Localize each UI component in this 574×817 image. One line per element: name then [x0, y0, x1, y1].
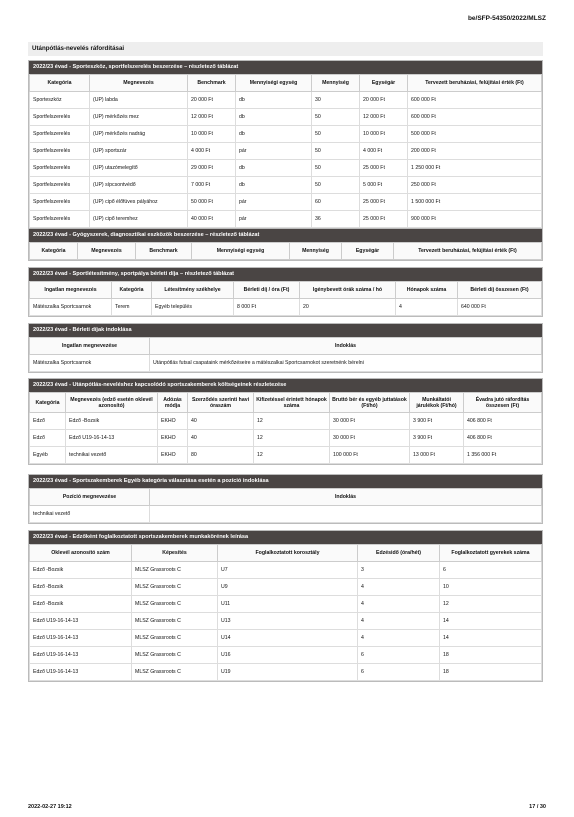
table-cell: 18 — [440, 647, 542, 664]
column-header: Megnevezés — [78, 243, 136, 260]
table-cell: 14 — [440, 630, 542, 647]
table-row — [30, 413, 542, 430]
table-row — [30, 355, 542, 372]
column-header: Képesítés — [132, 545, 218, 562]
table-cell: 406 800 Ft — [464, 413, 542, 430]
column-header: Évadra jutó ráfordítás összesen (Ft) — [464, 393, 542, 413]
column-header: Kategória — [112, 282, 152, 299]
medical-table — [29, 242, 542, 260]
column-header: Bruttó bér és egyéb juttatások (Ft/hó) — [330, 393, 410, 413]
rental-table — [29, 281, 542, 316]
table-cell: Edző -Bozsik — [30, 579, 132, 596]
table-row — [30, 613, 542, 630]
table-cell: 12 — [254, 430, 330, 447]
equipment-table-title: 2022/23 évad - Sporteszköz, sportfelszerelés beszerzése – részletező táblázat — [29, 61, 542, 74]
table-row — [30, 194, 542, 211]
column-header: Bérleti díj összesen (Ft) — [458, 282, 542, 299]
position-justification-block — [28, 474, 543, 524]
table-cell: 1 250 000 Ft — [408, 160, 542, 177]
table-cell: 20 000 Ft — [360, 92, 408, 109]
table-cell: pár — [236, 194, 312, 211]
column-header: Benchmark — [188, 75, 236, 92]
table-cell: 6 — [440, 562, 542, 579]
column-header: Benchmark — [136, 243, 192, 260]
table-cell: Sportfelszerelés — [30, 177, 90, 194]
table-cell: 3 — [358, 562, 440, 579]
column-header: Szerződés szerinti havi óraszám — [188, 393, 254, 413]
table-cell: 50 — [312, 126, 360, 143]
table-row — [30, 647, 542, 664]
position-justification-title: 2022/23 évad - Sportszakemberek Egyéb kategória választása esetén a pozíció indoklása — [29, 475, 542, 488]
rental-table-title: 2022/23 évad - Sportlétesítmény, sportpálya bérleti díja – részletező táblázat — [29, 268, 542, 281]
table-cell: 20 000 Ft — [188, 92, 236, 109]
table-cell: pár — [236, 211, 312, 228]
table-cell: 50 — [312, 109, 360, 126]
column-header: Indoklás — [150, 489, 542, 506]
table-cell: 4 — [358, 579, 440, 596]
table-cell: 60 — [312, 194, 360, 211]
table-cell: 40 — [188, 430, 254, 447]
table-cell: MLSZ Grassroots C — [132, 647, 218, 664]
table-cell: U11 — [218, 596, 358, 613]
table-cell: 14 — [440, 613, 542, 630]
table-cell: 8 000 Ft — [234, 299, 300, 316]
table-cell: 4 — [396, 299, 458, 316]
table-row — [30, 177, 542, 194]
table-cell: 4 — [358, 596, 440, 613]
table-cell: 4 — [358, 630, 440, 647]
column-header: Egységár — [342, 243, 394, 260]
column-header: Egységár — [360, 75, 408, 92]
table-cell: 10 000 Ft — [188, 126, 236, 143]
column-header: Megnevezés — [90, 75, 188, 92]
table-cell: 1 500 000 Ft — [408, 194, 542, 211]
column-header: Megnevezés (edző esetén oklevél azonosító) — [66, 393, 158, 413]
column-header: Létesítmény székhelye — [152, 282, 234, 299]
table-cell: 100 000 Ft — [330, 447, 410, 464]
column-header: Tervezett beruházási, felújítási érték (Ft) — [408, 75, 542, 92]
table-cell: 640 000 Ft — [458, 299, 542, 316]
table-cell: U14 — [218, 630, 358, 647]
table-cell: 406 800 Ft — [464, 430, 542, 447]
table-cell: Sportfelszerelés — [30, 160, 90, 177]
table-cell: 18 — [440, 664, 542, 681]
column-header: Foglalkoztatott gyerekek száma — [440, 545, 542, 562]
table-cell: (UP) utazómelegítő — [90, 160, 188, 177]
table-cell: 50 — [312, 143, 360, 160]
table-row — [30, 579, 542, 596]
document-code: be/SFP-54350/2022/MLSZ — [467, 15, 546, 22]
table-row — [30, 160, 542, 177]
column-header: Ingatlan megnevezése — [30, 338, 150, 355]
table-cell: Edző -Bozsik — [66, 413, 158, 430]
table-cell: 30 — [312, 92, 360, 109]
staff-cost-title: 2022/23 évad - Utánpótlás-neveléshez kapcsolódó sportszakemberek költségeinek részletezése — [29, 379, 542, 392]
table-cell: technikai vezető — [66, 447, 158, 464]
rental-justification-title: 2022/23 évad - Bérleti díjak indoklása — [29, 324, 542, 337]
table-cell: 30 000 Ft — [330, 430, 410, 447]
column-header: Kategória — [30, 393, 66, 413]
equipment-table-block — [28, 60, 543, 229]
column-header: Munkáltatói járulékok (Ft/hó) — [410, 393, 464, 413]
table-row — [30, 109, 542, 126]
table-cell: Edző -Bozsik — [30, 596, 132, 613]
coach-roles-block — [28, 530, 543, 682]
table-cell: 7 000 Ft — [188, 177, 236, 194]
table-row — [30, 430, 542, 447]
table-cell: Sportfelszerelés — [30, 194, 90, 211]
table-row — [30, 447, 542, 464]
table-cell: Sportfelszerelés — [30, 109, 90, 126]
medical-table-title: 2022/23 évad - Gyógyszerek, diagnosztikai eszközök beszerzése – részletező táblázat — [29, 229, 542, 242]
table-cell: Edző U19-16-14-13 — [30, 613, 132, 630]
column-header: Mennyiség — [312, 75, 360, 92]
table-cell: (UP) cipő élőfüves pályához — [90, 194, 188, 211]
table-row — [30, 299, 542, 316]
column-header: Kategória — [30, 75, 90, 92]
position-justification-table — [29, 488, 542, 523]
column-header: Mennyiségi egység — [192, 243, 290, 260]
table-cell: db — [236, 126, 312, 143]
table-cell: Edző -Bozsik — [30, 562, 132, 579]
table-cell: U13 — [218, 613, 358, 630]
table-cell: 10 — [440, 579, 542, 596]
footer-page-number: 17 / 30 — [529, 804, 546, 810]
table-cell: U16 — [218, 647, 358, 664]
table-cell: Egyéb település — [152, 299, 234, 316]
footer-timestamp: 2022-02-27 19:12 — [28, 804, 72, 810]
column-header: Adózás módja — [158, 393, 188, 413]
table-cell: 12 — [254, 413, 330, 430]
table-cell: 20 — [300, 299, 396, 316]
table-cell: Mátészalka Sportcsarnok — [30, 299, 112, 316]
table-row — [30, 562, 542, 579]
table-cell: U19 — [218, 664, 358, 681]
table-row — [30, 596, 542, 613]
table-cell: Edző U19-16-14-13 — [30, 647, 132, 664]
table-cell: 10 000 Ft — [360, 126, 408, 143]
table-cell: 900 000 Ft — [408, 211, 542, 228]
table-cell: Egyéb — [30, 447, 66, 464]
table-cell: 12 — [254, 447, 330, 464]
table-cell: db — [236, 92, 312, 109]
table-cell: Edző — [30, 430, 66, 447]
table-cell: EKHO — [158, 447, 188, 464]
table-row — [30, 664, 542, 681]
table-cell: (UP) cipő teremhez — [90, 211, 188, 228]
table-cell: Sportfelszerelés — [30, 143, 90, 160]
column-header: Mennyiség — [290, 243, 342, 260]
table-cell: 4 — [358, 613, 440, 630]
section-title: Utánpótlás-nevelés ráfordításai — [28, 42, 543, 56]
table-cell: MLSZ Grassroots C — [132, 613, 218, 630]
table-cell: 3 900 Ft — [410, 413, 464, 430]
table-cell: 12 — [440, 596, 542, 613]
table-cell: 3 900 Ft — [410, 430, 464, 447]
table-cell: Sportfelszerelés — [30, 126, 90, 143]
column-header: Pozíció megnevezése — [30, 489, 150, 506]
column-header: Kifizetéssel érintett hónapok száma — [254, 393, 330, 413]
table-cell: 40 — [188, 413, 254, 430]
table-row — [30, 126, 542, 143]
column-header: Mennyiségi egység — [236, 75, 312, 92]
column-header: Oklevél azonosító szám — [30, 545, 132, 562]
staff-cost-table — [29, 392, 542, 464]
column-header: Hónapok száma — [396, 282, 458, 299]
table-cell: U7 — [218, 562, 358, 579]
table-cell: Sporteszköz — [30, 92, 90, 109]
coach-roles-title: 2022/23 évad - Edzőként foglalkoztatott sportszakemberek munkakörének leírása — [29, 531, 542, 544]
table-row — [30, 506, 542, 523]
table-cell: 50 — [312, 160, 360, 177]
table-cell: db — [236, 160, 312, 177]
table-row — [30, 92, 542, 109]
table-cell: 25 000 Ft — [360, 211, 408, 228]
table-cell: 30 000 Ft — [330, 413, 410, 430]
table-cell: EKHO — [158, 413, 188, 430]
table-cell: MLSZ Grassroots C — [132, 596, 218, 613]
table-cell: 40 000 Ft — [188, 211, 236, 228]
column-header: Tervezett beruházási, felújítási érték (Ft) — [394, 243, 542, 260]
table-cell: 500 000 Ft — [408, 126, 542, 143]
column-header: Edzésidő (óra/hét) — [358, 545, 440, 562]
column-header: Indoklás — [150, 338, 542, 355]
table-cell: (UP) sportszár — [90, 143, 188, 160]
column-header: Foglalkoztatott korosztály — [218, 545, 358, 562]
table-cell: technikai vezető — [30, 506, 150, 523]
column-header: Ingatlan megnevezés — [30, 282, 112, 299]
table-cell: 6 — [358, 647, 440, 664]
table-cell: EKHO — [158, 430, 188, 447]
column-header: Bérleti díj / óra (Ft) — [234, 282, 300, 299]
table-cell: 600 000 Ft — [408, 109, 542, 126]
table-row — [30, 143, 542, 160]
table-cell: Edző U19-16-14-13 — [30, 664, 132, 681]
table-cell: Terem — [112, 299, 152, 316]
table-cell: U9 — [218, 579, 358, 596]
table-cell: 200 000 Ft — [408, 143, 542, 160]
table-cell: Edző — [30, 413, 66, 430]
table-cell: 5 000 Ft — [360, 177, 408, 194]
table-cell: Sportfelszerelés — [30, 211, 90, 228]
table-cell: Mátészalka Sportcsarnok — [30, 355, 150, 372]
table-cell: 36 — [312, 211, 360, 228]
rental-justification-block — [28, 323, 543, 373]
medical-table-block — [28, 228, 543, 261]
rental-table-block — [28, 267, 543, 317]
table-cell: 25 000 Ft — [360, 160, 408, 177]
table-cell: (UP) mérkőzés mez — [90, 109, 188, 126]
table-cell: 12 000 Ft — [188, 109, 236, 126]
table-cell: 4 000 Ft — [188, 143, 236, 160]
table-cell: 250 000 Ft — [408, 177, 542, 194]
table-row — [30, 630, 542, 647]
table-cell: 50 000 Ft — [188, 194, 236, 211]
table-cell: 80 — [188, 447, 254, 464]
table-cell: MLSZ Grassroots C — [132, 664, 218, 681]
table-cell: (UP) sípcsontvédő — [90, 177, 188, 194]
table-cell: MLSZ Grassroots C — [132, 630, 218, 647]
table-cell: Utánpótlás futsal csapataink mérkőzéseire a mátészalkai Sportcsarnokot szeretnénk bérelni — [150, 355, 542, 372]
column-header: Kategória — [30, 243, 78, 260]
table-cell: Edző U19-16-14-13 — [30, 630, 132, 647]
table-cell: db — [236, 177, 312, 194]
staff-cost-block — [28, 378, 543, 465]
equipment-table — [29, 74, 542, 228]
table-cell: 13 000 Ft — [410, 447, 464, 464]
table-cell: 25 000 Ft — [360, 194, 408, 211]
table-cell: 29 000 Ft — [188, 160, 236, 177]
table-cell: 50 — [312, 177, 360, 194]
table-cell: db — [236, 109, 312, 126]
table-cell: 6 — [358, 664, 440, 681]
rental-justification-table — [29, 337, 542, 372]
table-cell — [150, 506, 542, 523]
table-cell: (UP) mérkőzés nadrág — [90, 126, 188, 143]
table-cell: MLSZ Grassroots C — [132, 562, 218, 579]
table-cell: (UP) labda — [90, 92, 188, 109]
table-cell: 12 000 Ft — [360, 109, 408, 126]
table-row — [30, 211, 542, 228]
table-cell: MLSZ Grassroots C — [132, 579, 218, 596]
table-cell: 4 000 Ft — [360, 143, 408, 160]
coach-roles-table — [29, 544, 542, 681]
column-header: Igénybevett órák száma / hó — [300, 282, 396, 299]
table-cell: 600 000 Ft — [408, 92, 542, 109]
table-cell: pár — [236, 143, 312, 160]
table-cell: Edző U19-16-14-13 — [66, 430, 158, 447]
table-cell: 1 356 000 Ft — [464, 447, 542, 464]
